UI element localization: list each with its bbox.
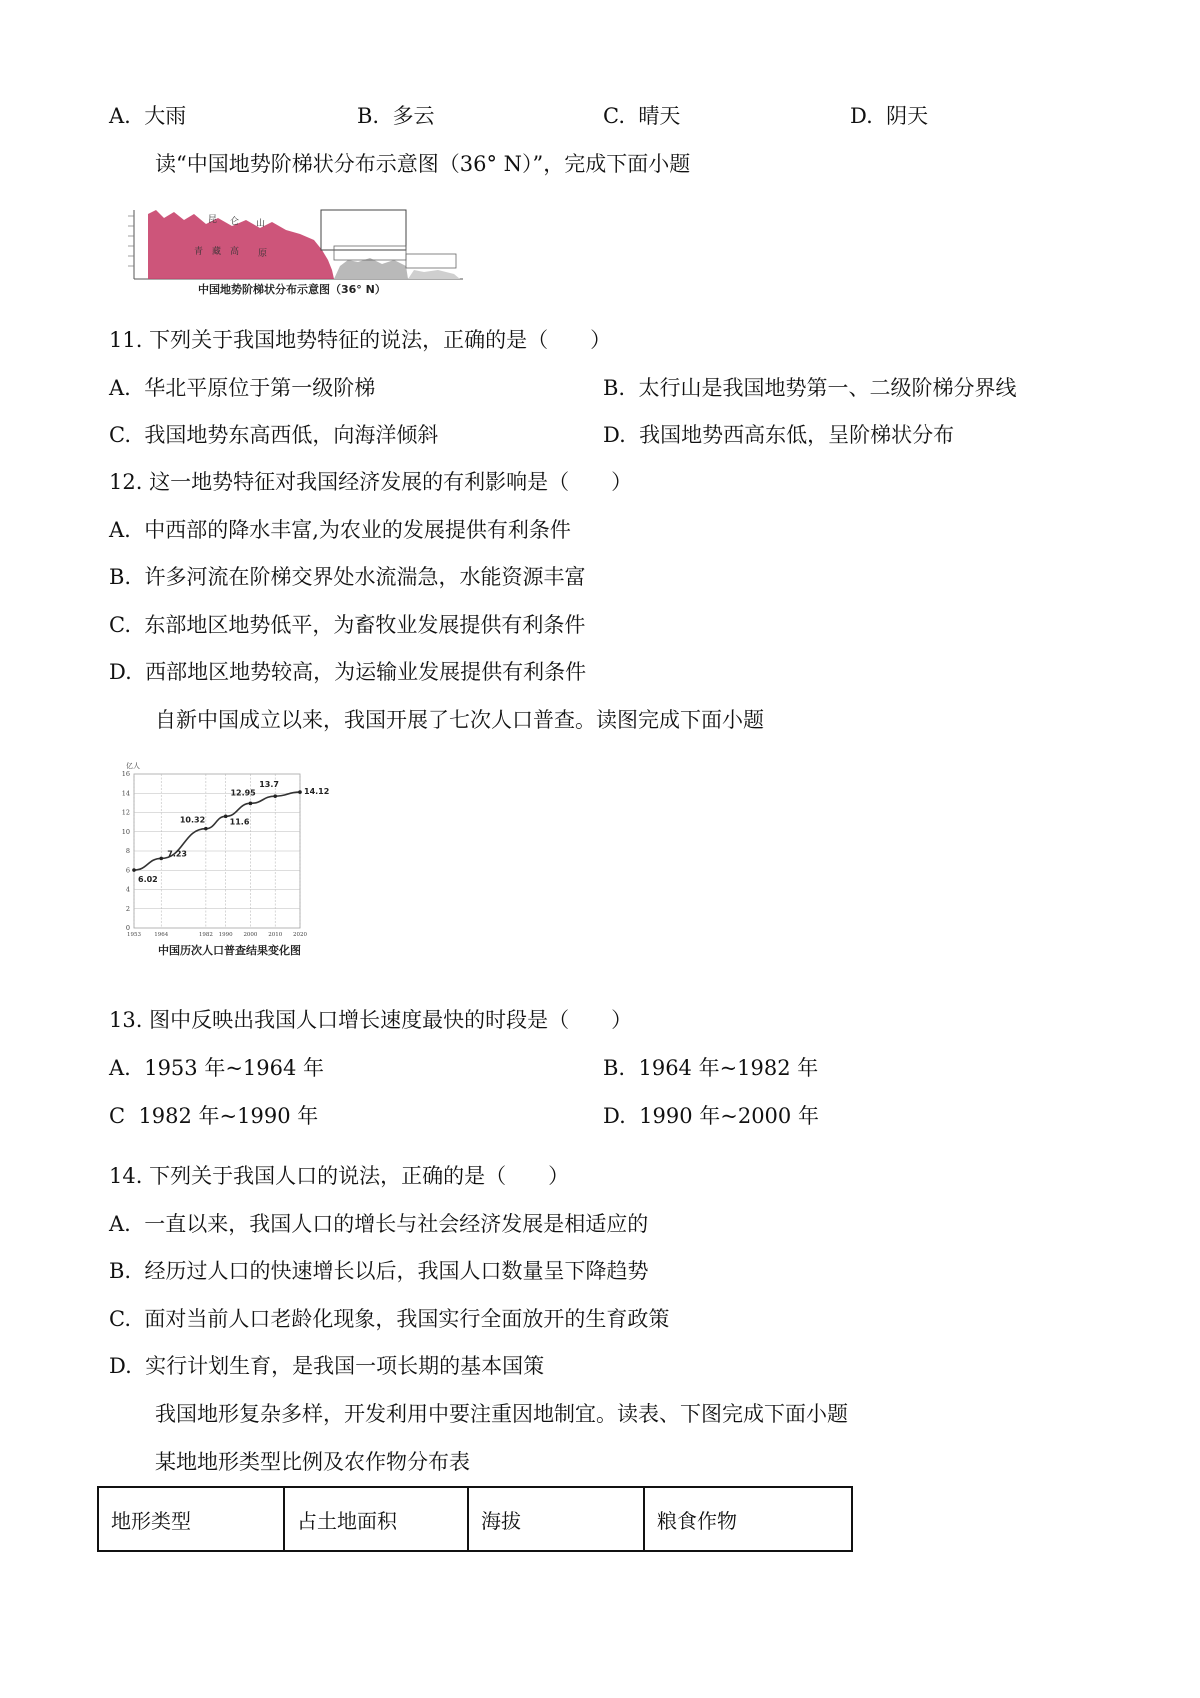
x-tick-label: 1953 <box>127 932 141 938</box>
data-label: 7.23 <box>167 849 188 859</box>
q14-option-a: A. 一直以来，我国人口的增长与社会经济发展是相适应的 <box>109 1212 649 1236</box>
q11-option-b: B. 太行山是我国地势第一、二级阶梯分界线 <box>603 376 1017 400</box>
option-c <box>603 102 680 130</box>
intro-landform: 我国地形复杂多样，开发利用中要注重因地制宜。读表、下图完成下面小题 <box>155 1402 848 1426</box>
data-point <box>273 794 277 798</box>
data-point <box>204 827 208 831</box>
x-tick-label: 2010 <box>268 932 283 938</box>
table-header-row <box>98 1487 852 1551</box>
x-tick-label: 2020 <box>293 932 307 938</box>
figure-label: 高 <box>230 247 240 257</box>
q12-option-b: B. 许多河流在阶梯交界处水流湍急，水能资源丰富 <box>109 565 586 589</box>
data-label: 12.95 <box>230 788 256 798</box>
option-letter: B. <box>357 104 380 128</box>
census-line-chart <box>112 760 344 960</box>
x-tick-label: 1964 <box>154 932 169 938</box>
question-13-stem: 13. 图中反映出我国人口增长速度最快的时段是（ ） <box>109 1008 633 1032</box>
y-tick-label: 6 <box>125 866 130 875</box>
option-letter: A. <box>109 104 131 128</box>
terrain-profile-figure <box>108 202 473 298</box>
option-letter: C. <box>603 104 625 128</box>
figure-label: 仑 <box>230 217 240 227</box>
data-label: 14.12 <box>304 787 330 797</box>
question-11-stem: 11. 下列关于我国地势特征的说法，正确的是（ ） <box>109 328 612 352</box>
option-letter: D. <box>850 104 873 128</box>
q13-option-c: C 1982 年~1990 年 <box>109 1104 319 1128</box>
data-label: 6.02 <box>138 875 158 885</box>
q13-option-a: A. 1953 年~1964 年 <box>109 1056 325 1080</box>
option-text: 阴天 <box>886 104 929 128</box>
data-point <box>249 802 253 806</box>
q13-option-b: B. 1964 年~1982 年 <box>603 1056 819 1080</box>
y-tick-label: 8 <box>125 847 130 855</box>
table-header-cell: 占土地面积 <box>284 1487 468 1551</box>
data-label: 11.6 <box>229 817 250 827</box>
figure-label: 青 <box>194 247 204 257</box>
chart-ylabel: 亿人 <box>126 762 140 770</box>
option-text: 多云 <box>392 104 435 128</box>
q14-option-c: C. 面对当前人口老龄化现象，我国实行全面放开的生育政策 <box>109 1307 670 1331</box>
data-label: 10.32 <box>179 815 206 825</box>
q14-option-b: B. 经历过人口的快速增长以后，我国人口数量呈下降趋势 <box>109 1259 649 1283</box>
x-tick-label: 1982 <box>198 932 213 938</box>
figure-label: 原 <box>258 249 268 259</box>
q12-option-a: A. 中西部的降水丰富,为农业的发展提供有利条件 <box>109 518 571 542</box>
question-12-stem: 12. 这一地势特征对我国经济发展的有利影响是（ ） <box>109 470 633 494</box>
q14-option-d: D. 实行计划生育，是我国一项长期的基本国策 <box>109 1354 545 1378</box>
option-text: 大雨 <box>144 104 187 128</box>
table-header-cell: 海拔 <box>468 1487 644 1551</box>
landform-table <box>97 1486 853 1552</box>
data-point <box>159 857 163 861</box>
option-text: 晴天 <box>638 104 681 128</box>
option-b <box>357 102 434 130</box>
data-label: 13.7 <box>259 780 279 790</box>
intro-census: 自新中国成立以来，我国开展了七次人口普查。读图完成下面小题 <box>155 708 764 732</box>
option-a <box>109 102 186 130</box>
y-tick-label: 16 <box>121 770 130 778</box>
q13-option-d: D. 1990 年~2000 年 <box>603 1104 819 1128</box>
figure-label: 山 <box>256 219 266 229</box>
question-14-stem: 14. 下列关于我国人口的说法，正确的是（ ） <box>109 1164 570 1188</box>
plateau-shape <box>148 210 334 279</box>
q12-option-d: D. 西部地区地势较高，为运输业发展提供有利条件 <box>109 660 587 684</box>
figure-label: 藏 <box>212 247 222 257</box>
y-tick-label: 4 <box>125 885 130 894</box>
data-point <box>298 790 302 794</box>
y-tick-label: 10 <box>121 827 130 836</box>
q11-option-a: A. 华北平原位于第一级阶梯 <box>109 376 376 400</box>
y-tick-label: 14 <box>121 789 130 798</box>
option-d <box>850 102 928 130</box>
table-header-cell: 粮食作物 <box>644 1487 852 1551</box>
chart-caption: 中国历次人口普查结果变化图 <box>158 944 301 957</box>
table-header-cell: 地形类型 <box>98 1487 284 1551</box>
x-tick-label: 1990 <box>218 932 233 938</box>
y-tick-label: 0 <box>125 924 130 932</box>
figure-caption: 中国地势阶梯状分布示意图（36° N） <box>198 283 386 296</box>
x-tick-label: 2000 <box>243 932 258 938</box>
q11-option-c: C. 我国地势东高西低，向海洋倾斜 <box>109 423 439 447</box>
data-point <box>224 815 228 819</box>
y-tick-label: 12 <box>121 808 130 817</box>
q11-option-d: D. 我国地势西高东低，呈阶梯状分布 <box>603 423 955 447</box>
figure-label: 昆 <box>208 215 218 225</box>
q12-option-c: C. 东部地区地势低平，为畜牧业发展提供有利条件 <box>109 613 586 637</box>
y-tick-label: 2 <box>125 904 130 913</box>
data-point <box>132 868 136 872</box>
intro-terrain: 读“中国地势阶梯状分布示意图（36° N）”，完成下面小题 <box>155 152 691 176</box>
table-title: 某地地形类型比例及农作物分布表 <box>155 1450 470 1474</box>
